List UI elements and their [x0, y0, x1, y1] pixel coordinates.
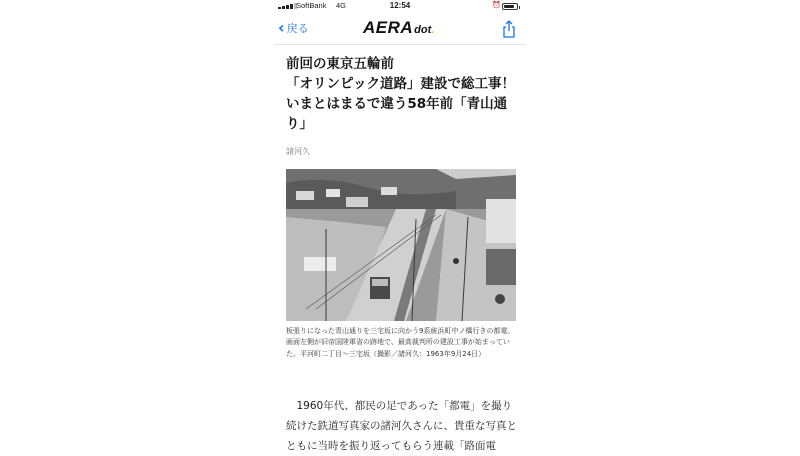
nav-bar: [274, 14, 526, 45]
status-bar: [274, 0, 526, 13]
aera-dot-logo[interactable]: [363, 18, 434, 40]
article-body: 1960年代、都民の足であった「都電」を撮り続けた鉄道写真家の諸河久さんに、貴重な写真とともに当時を振り返ってもらう連載「路面電: [286, 400, 517, 452]
back-button[interactable]: [278, 20, 309, 36]
chevron-left-icon: ‹: [278, 18, 285, 37]
battery-icon: [502, 3, 518, 10]
status-time: 12:54: [389, 1, 411, 10]
network-type: 4G: [336, 1, 347, 10]
article-author[interactable]: 諸河久: [286, 147, 310, 156]
alarm-icon: ⏰: [492, 2, 501, 9]
battery-fill: [504, 5, 514, 8]
share-icon[interactable]: [501, 20, 517, 38]
logo-main: AERA: [363, 18, 414, 37]
back-label: 戻る: [286, 22, 309, 35]
article-photo[interactable]: [286, 169, 516, 321]
logo-sub: dot.: [414, 24, 435, 36]
carrier-name: SoftBank: [296, 1, 327, 10]
article-title: 前回の東京五輪前 「オリンピック道路」建設で総工事！ いまとはまるで違う58年前「青山通り」: [286, 56, 515, 132]
street-photo-illustration: [286, 169, 516, 321]
phone-screen: [274, 0, 526, 450]
photo-caption: 板張りになった青山通りを三宅坂に向かう9系統浜町中ノ橋行きの都電。画面左側が旧帝国陸軍省の跡地で、最高裁判所の建設工事が始まっていた。平河町二丁目〜三宅坂（撮影／諸河久：1963年9月24日）: [286, 327, 515, 358]
